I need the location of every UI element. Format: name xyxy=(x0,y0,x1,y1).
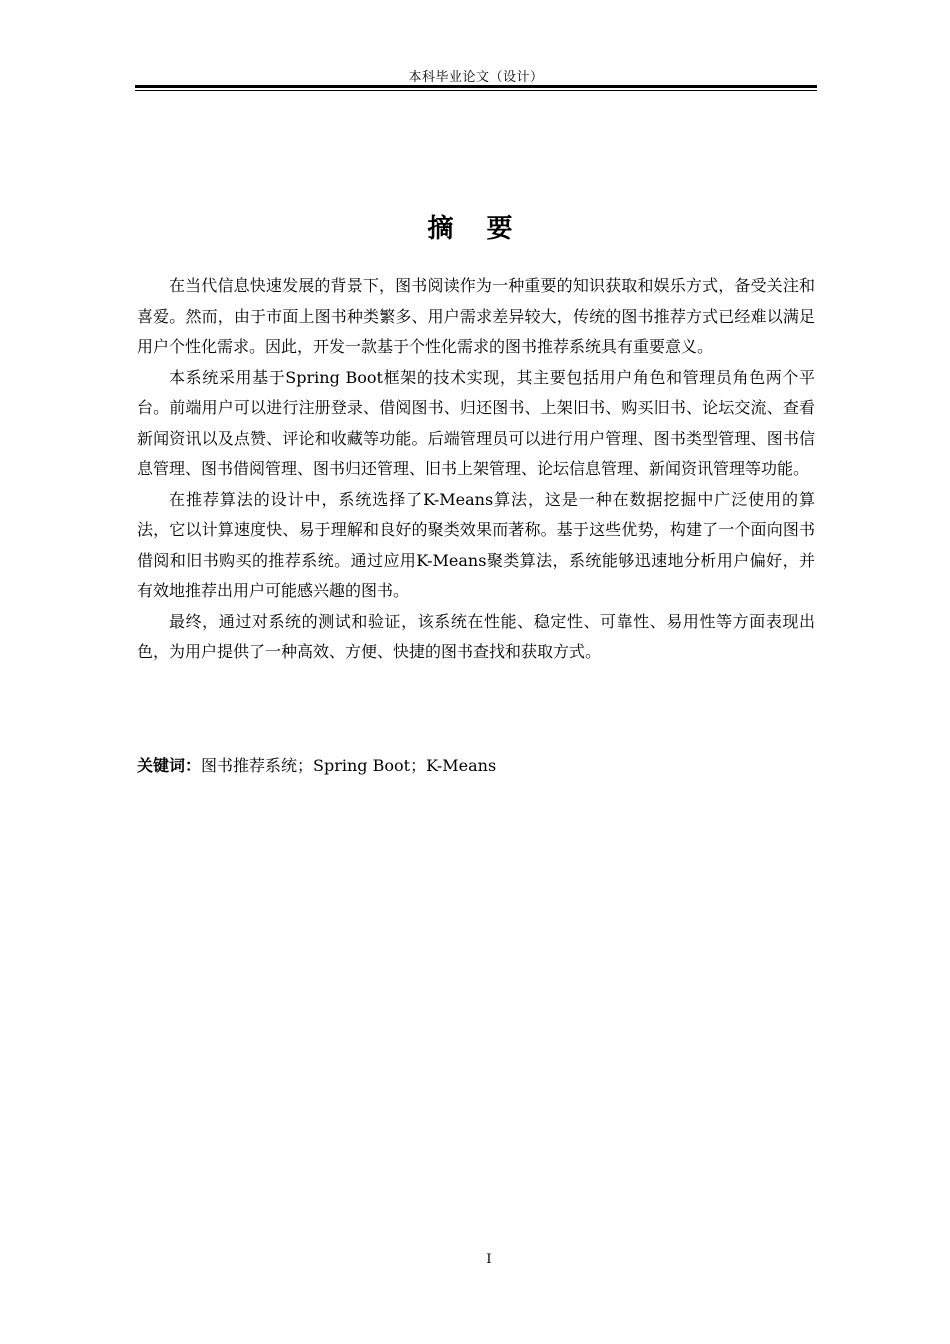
page-number: I xyxy=(486,1252,492,1267)
keywords-value: 图书推荐系统；Spring Boot；K-Means xyxy=(201,756,497,775)
abstract-heading: 摘 要 xyxy=(427,214,525,244)
abstract-paragraph: 在当代信息快速发展的背景下，图书阅读作为一种重要的知识获取和娱乐方式，备受关注和喜爱。然而，由于市面上图书种类繁多、用户需求差异较大，传统的图书推荐方式已经难以满足用户个性化需求。因此，开发一款基于个性化需求的图书推荐系统具有重要意义。 xyxy=(137,276,815,356)
running-header: 本科毕业论文（设计） xyxy=(408,70,544,85)
header-rule-thick xyxy=(135,85,817,88)
abstract-paragraph: 在推荐算法的设计中，系统选择了K-Means算法，这是一种在数据挖掘中广泛使用的算法，它以计算速度快、易于理解和良好的聚类效果而著称。基于这些优势，构建了一个面向图书借阅和旧书购买的推荐系统。通过应用K-Means聚类算法，系统能够迅速地分析用户偏好，并有效地推荐出用户可能感兴趣的图书。 xyxy=(137,489,815,600)
header-rule-thin xyxy=(135,90,817,91)
keywords-line xyxy=(137,753,815,779)
abstract-paragraph: 最终，通过对系统的测试和验证，该系统在性能、稳定性、可靠性、易用性等方面表现出色，为用户提供了一种高效、方便、快捷的图书查找和获取方式。 xyxy=(137,611,815,661)
abstract-paragraph: 本系统采用基于Spring Boot框架的技术实现，其主要包括用户角色和管理员角色两个平台。前端用户可以进行注册登录、借阅图书、归还图书、上架旧书、购买旧书、论坛交流、查看新闻资讯以及点赞、评论和收藏等功能。后端管理员可以进行用户管理、图书类型管理、图书信息管理、图书借阅管理、图书归还管理、旧书上架管理、论坛信息管理、新闻资讯管理等功能。 xyxy=(137,367,815,478)
abstract-body xyxy=(137,271,815,668)
keywords-label: 关键词： xyxy=(137,756,202,775)
